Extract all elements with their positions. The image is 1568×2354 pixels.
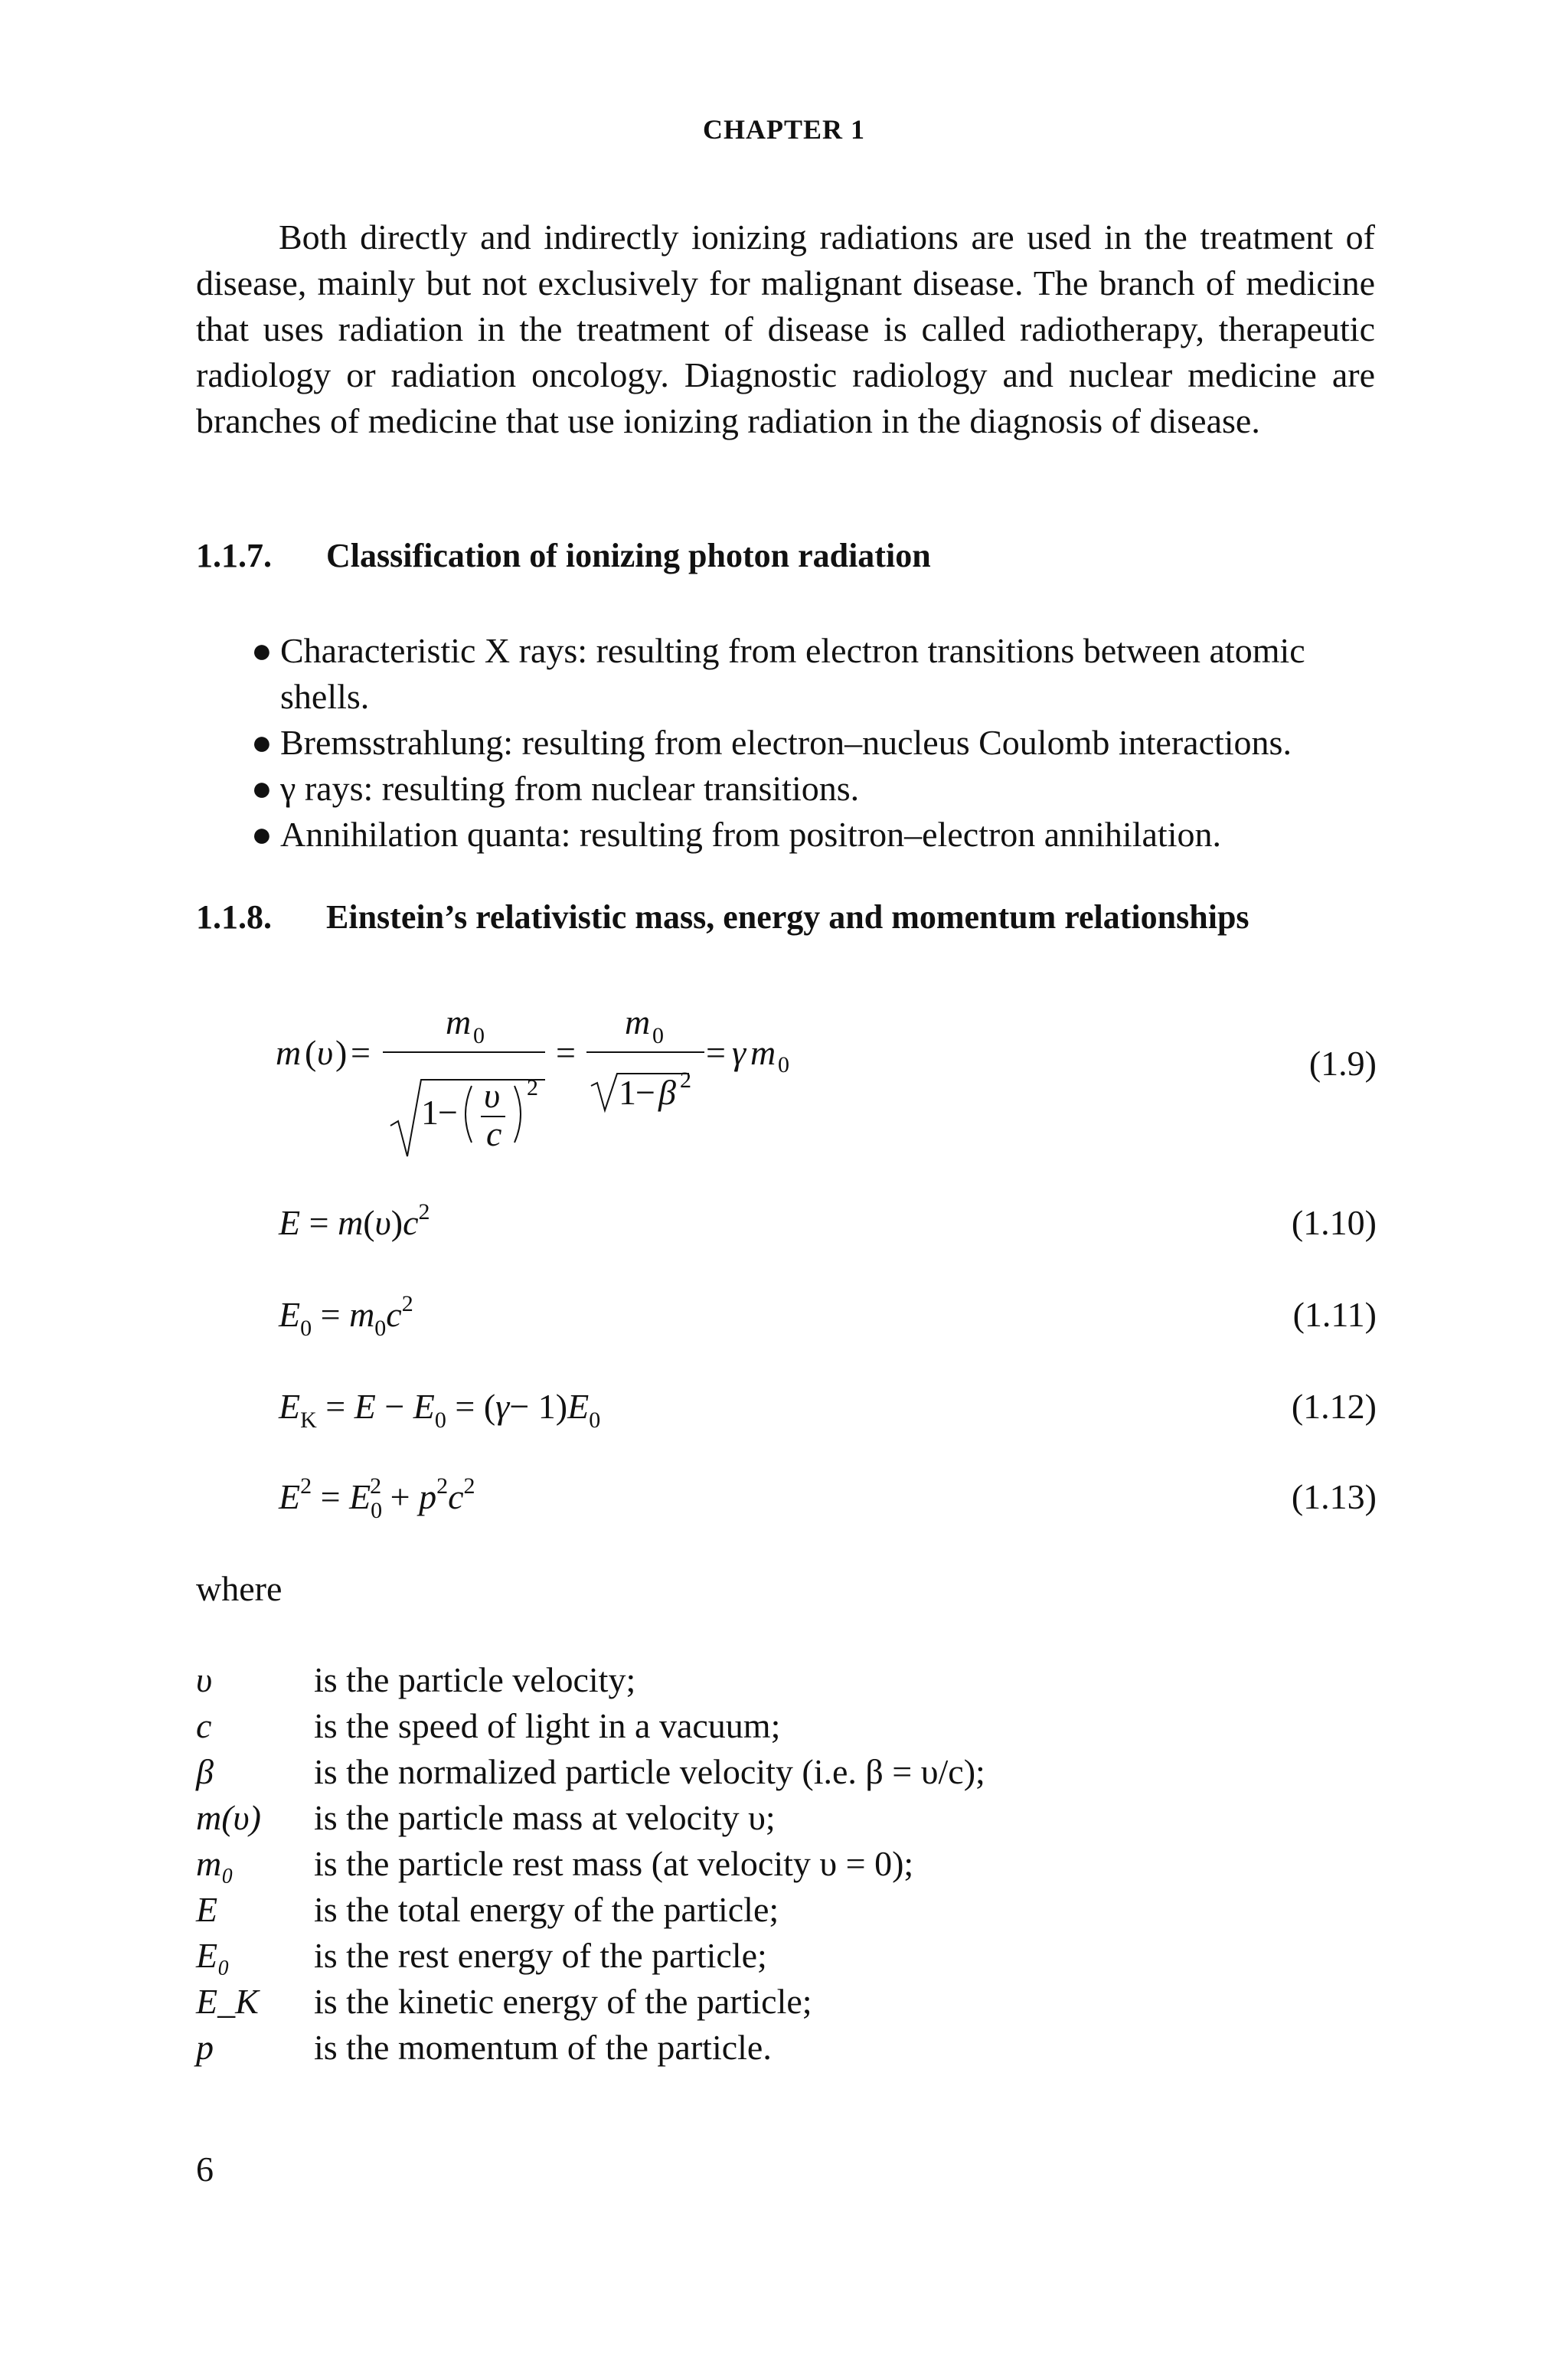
list-item: ● γ rays: resulting from nuclear transitions. <box>251 766 1377 812</box>
svg-text:=: = <box>556 1033 576 1072</box>
definition-text: is the momentum of the particle. <box>314 2028 772 2067</box>
page-number: 6 <box>196 2150 214 2189</box>
section-number: 1.1.7. <box>196 537 272 574</box>
svg-text:β: β <box>658 1073 676 1112</box>
svg-text:γ: γ <box>732 1033 746 1072</box>
svg-text:=: = <box>706 1033 726 1072</box>
definition-symbol: p <box>196 2028 214 2067</box>
definition-text: is the kinetic energy of the particle; <box>314 1982 812 2021</box>
section-heading-1-1-8 <box>196 897 1250 937</box>
bullet-icon: ● <box>251 815 273 854</box>
svg-text:c: c <box>486 1114 502 1153</box>
svg-text:υ: υ <box>317 1033 334 1072</box>
equation-number: (1.13) <box>1291 1477 1377 1516</box>
definition-symbol: υ <box>196 1660 213 1699</box>
definition-text: is the particle rest mass (at velocity υ = 0); <box>314 1844 914 1883</box>
section-title: Classification of ionizing photon radiation <box>326 537 931 574</box>
definition-symbol: β <box>196 1752 214 1791</box>
definition-text: is the total energy of the particle; <box>314 1890 779 1929</box>
svg-text:2: 2 <box>680 1067 691 1093</box>
svg-text:0: 0 <box>652 1023 664 1048</box>
definition-symbol: m(υ) <box>196 1798 261 1837</box>
svg-text:m: m <box>276 1033 302 1072</box>
running-head: CHAPTER 1 <box>702 114 865 145</box>
svg-text:m: m <box>446 1002 472 1041</box>
definition-symbol: E <box>196 1890 218 1929</box>
equation-1-10: $E = m(\upsilon)c^2$ <box>279 1199 430 1242</box>
equation-number: (1.12) <box>1291 1387 1377 1426</box>
equation-1-11: $E_0 = m_0c^2$ <box>279 1291 413 1341</box>
bullet-icon: ● <box>251 631 273 670</box>
equation-number: (1.11) <box>1292 1295 1377 1334</box>
where-label: where <box>196 1569 283 1608</box>
equation-number: (1.10) <box>1291 1203 1377 1242</box>
definition-text: is the rest energy of the particle; <box>314 1936 767 1975</box>
section-number: 1.1.8. <box>196 898 272 936</box>
list-item: ● Characteristic X rays: resulting from electron transitions between atomic shells. <box>251 628 1377 720</box>
svg-text:2: 2 <box>527 1075 538 1100</box>
svg-text:m: m <box>750 1033 776 1072</box>
definition-symbol: E_K <box>196 1982 259 2021</box>
bullet-list <box>251 628 1377 858</box>
equation-1-9 <box>276 996 858 1172</box>
bullet-icon: ● <box>251 723 273 762</box>
definition-text: is the particle velocity; <box>314 1660 636 1699</box>
definition-text: is the particle mass at velocity υ; <box>314 1798 776 1837</box>
svg-text:−: − <box>438 1093 458 1132</box>
definition-symbol: m₀ <box>196 1844 234 1883</box>
bullet-icon: ● <box>251 769 273 808</box>
section-heading-1-1-7 <box>196 536 931 575</box>
equation-1-12: $E_K = E - E_0 = (\gamma- 1)E_0$ <box>279 1387 601 1433</box>
list-item: ● Bremsstrahlung: resulting from electron–nucleus Coulomb interactions. <box>251 720 1377 766</box>
svg-text:m: m <box>625 1002 651 1041</box>
body-paragraph: Both directly and indirectly ionizing radiations are used in the treatment of disease, mainly but not exclusively for malignant disease. The branch of medicine that uses radiation in the treatment of disease is called radiotherapy, therapeutic radiology or radiation oncology. Diagnostic radiology and nuclear medicine are branches of medicine that use ionizing radiation in the diagnosis of disease. <box>196 217 1375 440</box>
svg-text:υ: υ <box>484 1076 501 1115</box>
svg-text:1: 1 <box>421 1093 439 1132</box>
svg-text:0: 0 <box>473 1023 485 1048</box>
definition-text: is the speed of light in a vacuum; <box>314 1706 781 1745</box>
equation-1-13: $E^2 = E_0^2 + p^2c^2$ <box>279 1473 475 1523</box>
equation-number: (1.9) <box>1308 1044 1377 1083</box>
definition-text: is the normalized particle velocity (i.e. β = υ/c); <box>314 1752 985 1791</box>
svg-text:1: 1 <box>619 1073 636 1112</box>
svg-text:(: ( <box>305 1033 317 1072</box>
svg-text:0: 0 <box>778 1052 789 1077</box>
definition-symbol: c <box>196 1706 212 1745</box>
svg-text:): ) <box>335 1033 348 1072</box>
list-item: ● Annihilation quanta: resulting from positron–electron annihilation. <box>251 812 1377 858</box>
definition-symbol: E₀ <box>196 1936 230 1975</box>
svg-text:−: − <box>635 1073 655 1112</box>
section-title: Einstein’s relativistic mass, energy and momentum relationships <box>326 898 1250 936</box>
svg-text:=: = <box>351 1033 371 1072</box>
